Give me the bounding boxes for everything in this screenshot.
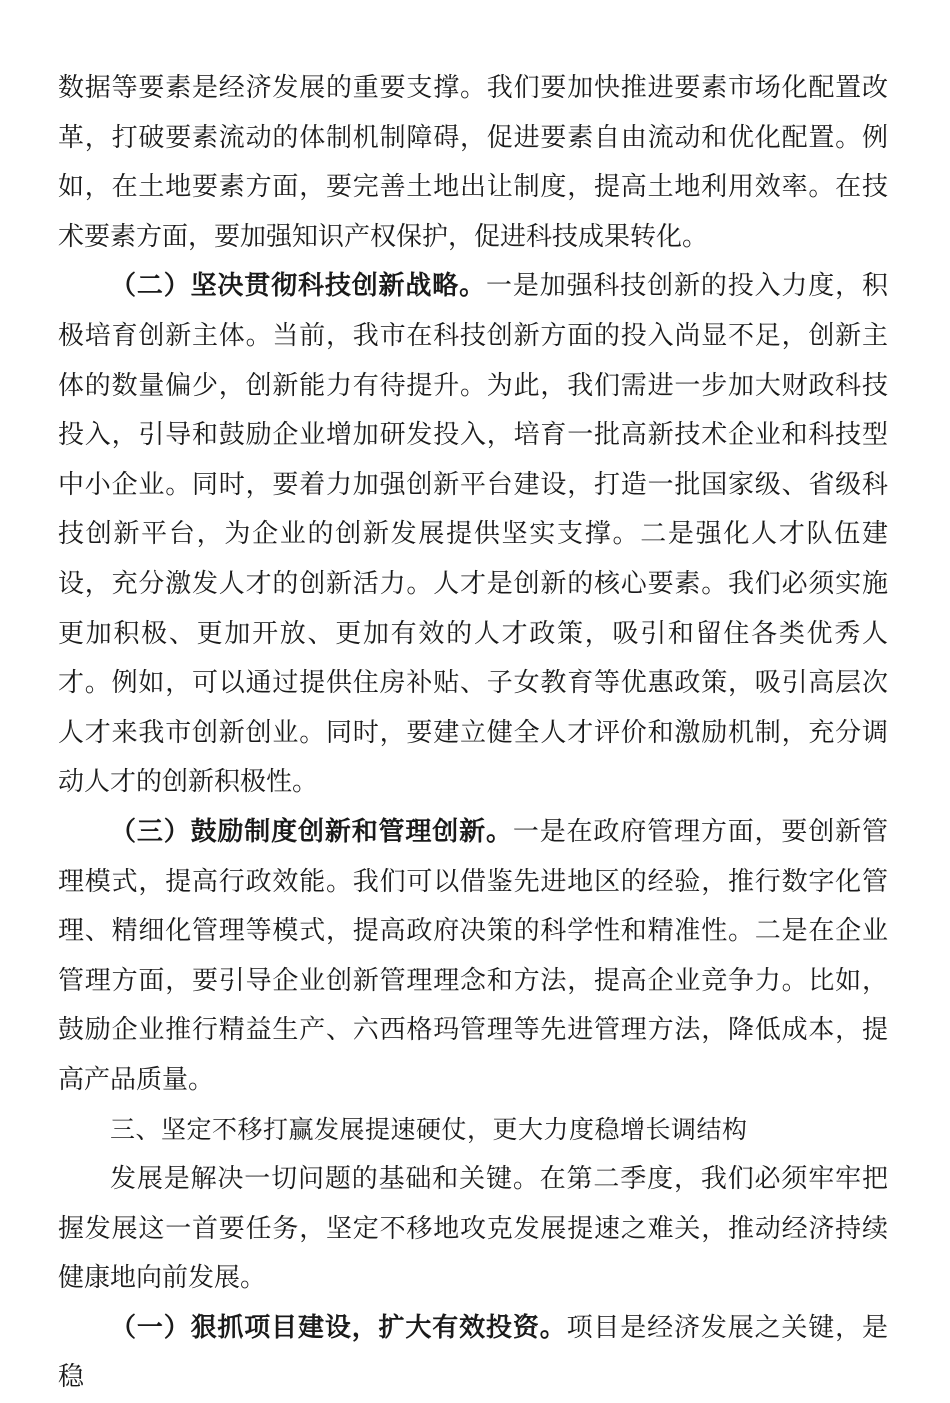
paragraph-text: 项目是经济发展之关键，是稳 (58, 1312, 888, 1393)
paragraph-text: 一是在政府管理方面，要创新管理模式，提高行政效能。我们可以借鉴先进地区的经验，推行数字化管理、精细化管理等模式，提高政府决策的科学性和精准性。二是在企业管理方面，要引导企业创新管理理念和方法，提高企业竞争力。比如，鼓励企业推行精益生产、六西格玛管理等先进管理方法，降低成本，提高产品质量。 (58, 816, 888, 1095)
body-paragraph (58, 808, 888, 1106)
section-heading: 三、坚定不移打赢发展提速硬仗，更大力度稳增长调结构 (110, 1115, 748, 1145)
paragraph-text: 一是加强科技创新的投入力度，积极培育创新主体。当前，我市在科技创新方面的投入尚显不足，创新主体的数量偏少，创新能力有待提升。为此，我们需进一步加大财政科技投入，引导和鼓励企业增加研发投入，培育一批高新技术企业和科技型中小企业。同时，要着力加强创新平台建设，打造一批国家级、省级科技创新平台，为企业的创新发展提供坚实支撑。二是强化人才队伍建设，充分激发人才的创新活力。人才是创新的核心要素。我们必须实施更加积极、更加开放、更加有效的人才政策，吸引和留住各类优秀人才。例如，可以通过提供住房补贴、子女教育等优惠政策，吸引高层次人才来我市创新创业。同时，要建立健全人才评价和激励机制，充分调动人才的创新积极性。 (58, 271, 888, 798)
document-page (58, 64, 888, 1403)
paragraph-lead-heading: （三）鼓励制度创新和管理创新。 (110, 816, 513, 847)
paragraph-lead-heading: （二）坚决贯彻科技创新战略。 (110, 271, 486, 302)
body-paragraph: 发展是解决一切问题的基础和关键。在第二季度，我们必须牢牢把握发展这一首要任务，坚定不移地攻克发展提速之难关，推动经济持续健康地向前发展。 (58, 1164, 888, 1294)
paragraph-lead-heading: （一）狠抓项目建设，扩大有效投资。 (110, 1312, 567, 1343)
body-paragraph: 数据等要素是经济发展的重要支撑。我们要加快推进要素市场化配置改革，打破要素流动的体制机制障碍，促进要素自由流动和优化配置。例如，在土地要素方面，要完善土地出让制度，提高土地利用效率。在技术要素方面，要加强知识产权保护，促进科技成果转化。 (58, 73, 888, 252)
body-paragraph (58, 262, 888, 808)
body-paragraph (58, 1304, 888, 1403)
